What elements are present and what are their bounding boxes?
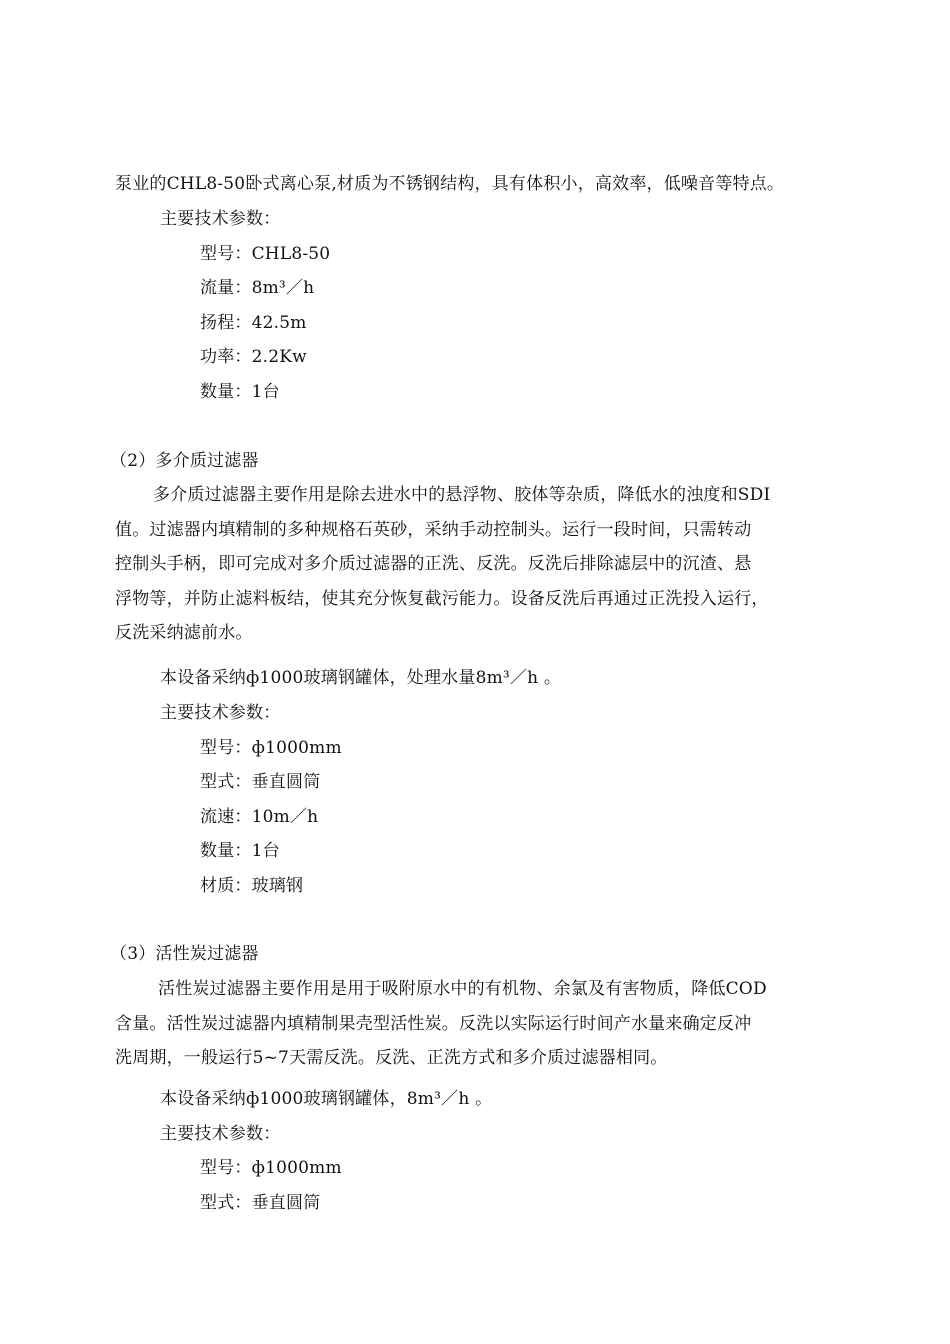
pump-param-power: 功率：2.2Kw (200, 347, 307, 367)
multimedia-body-line-3: 控制头手柄，即可完成对多介质过滤器的正洗、反洗。反洗后排除滤层中的沉渣、悬 (115, 554, 752, 574)
multimedia-body-line-4: 浮物等，并防止滤料板结，使其充分恢复截污能力。设备反洗后再通过正洗投入运行， (115, 589, 769, 609)
multimedia-param-velocity: 流速：10m／h (200, 807, 319, 827)
pump-param-quantity: 数量：1台 (200, 382, 280, 402)
multimedia-param-material: 材质：玻璃钢 (200, 876, 304, 896)
multimedia-param-model: 型号：ф1000mm (200, 738, 342, 758)
carbon-body-line-2: 含量。活性炭过滤器内填精制果壳型活性炭。反洗以实际运行时间产水量来确定反冲 (115, 1014, 752, 1034)
pump-param-flow: 流量：8m³／h (200, 278, 315, 298)
carbon-filter-heading: （3）活性炭过滤器 (110, 944, 259, 964)
pump-param-head: 扬程：42.5m (200, 313, 307, 333)
multimedia-filter-heading: （2）多介质过滤器 (110, 451, 259, 471)
carbon-body-line-1: 活性炭过滤器主要作用是用于吸附原水中的有机物、余氯及有害物质，降低COD (158, 979, 767, 999)
multimedia-param-quantity: 数量：1台 (200, 841, 280, 861)
carbon-body-line-3: 洗周期，一般运行5~7天需反洗。反洗、正洗方式和多介质过滤器相同。 (115, 1048, 668, 1068)
multimedia-equipment-line: 本设备采纳ф1000玻璃钢罐体，处理水量8m³／h 。 (160, 668, 562, 688)
multimedia-body-line-5: 反洗采纳滤前水。 (115, 623, 253, 643)
carbon-equipment-line: 本设备采纳ф1000玻璃钢罐体，8m³／h 。 (160, 1089, 493, 1109)
multimedia-body-line-1: 多介质过滤器主要作用是除去进水中的悬浮物、胶体等杂质，降低水的浊度和SDI (153, 485, 771, 505)
pump-param-model: 型号：CHL8-50 (200, 244, 331, 264)
multimedia-params-title: 主要技术参数： (160, 703, 281, 723)
multimedia-param-type: 型式：垂直圆筒 (200, 772, 321, 792)
carbon-params-title: 主要技术参数： (160, 1124, 281, 1144)
carbon-param-type: 型式：垂直圆筒 (200, 1193, 321, 1213)
multimedia-body-line-2: 值。过滤器内填精制的多种规格石英砂，采纳手动控制头。运行一段时间，只需转动 (115, 520, 752, 540)
pump-params-title: 主要技术参数： (160, 209, 281, 229)
pump-intro-text: 泵业的CHL8-50卧式离心泵,材质为不锈钢结构，具有体积小，高效率，低噪音等特点。 (115, 174, 785, 194)
carbon-param-model: 型号：ф1000mm (200, 1158, 342, 1178)
